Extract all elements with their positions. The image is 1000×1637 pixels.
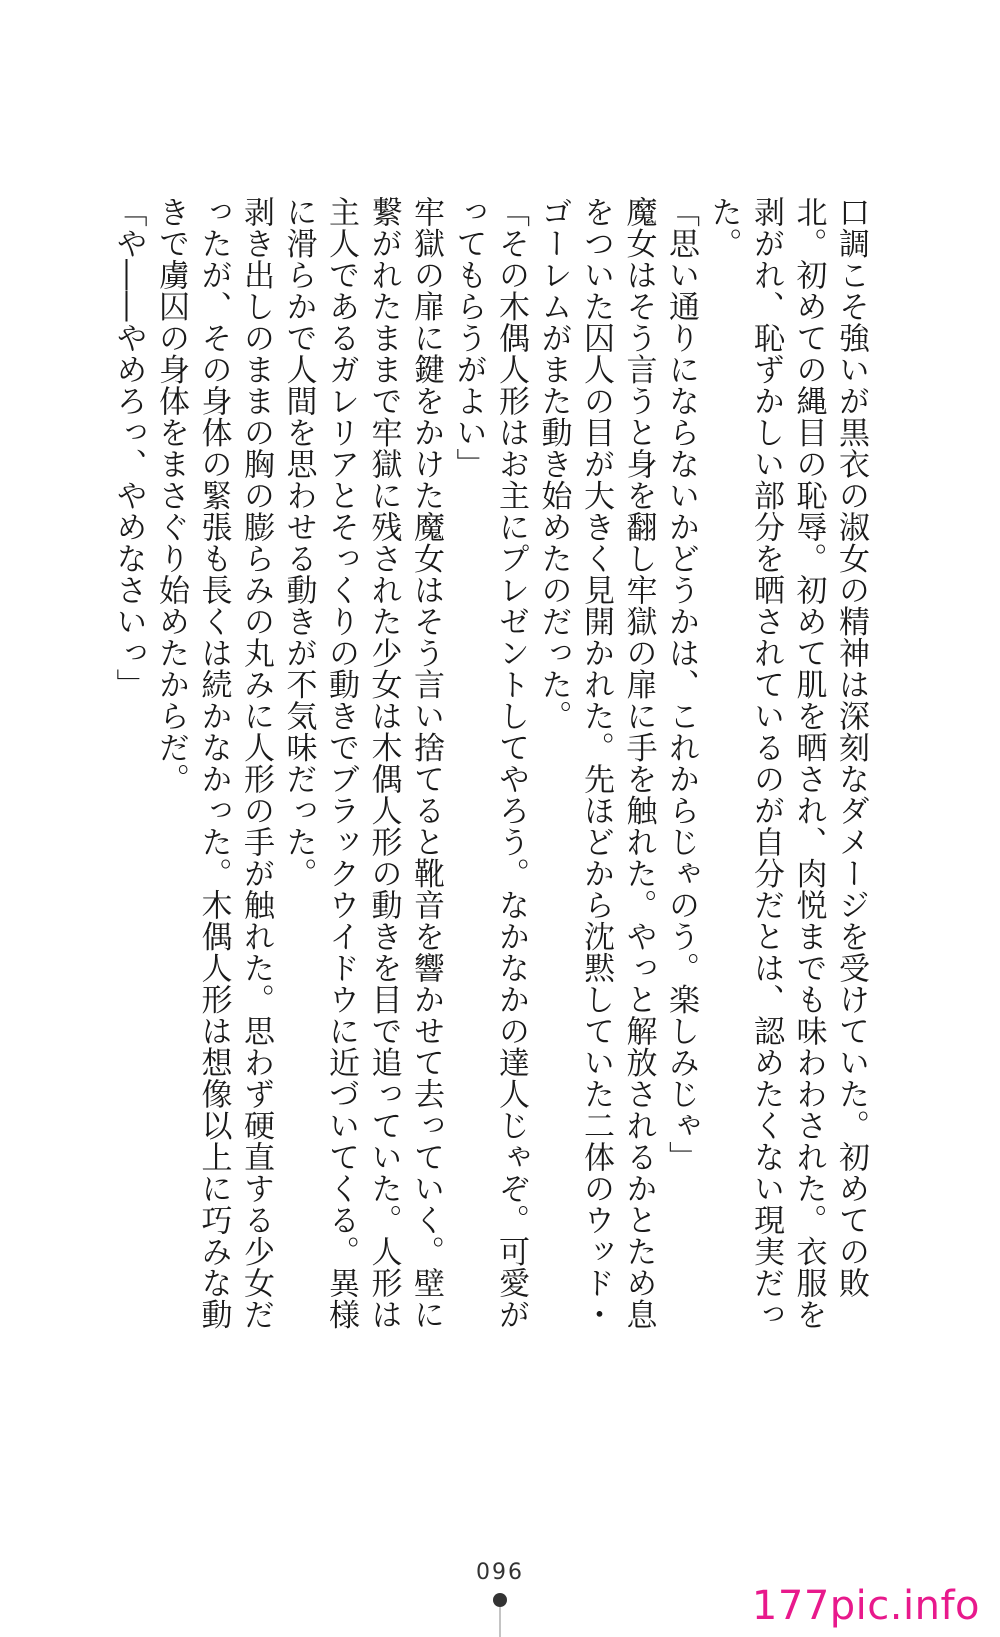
page-number: 096 bbox=[476, 1560, 524, 1585]
paragraph-4: 「その木偶人形はお主にプレゼントしてやろう。なかなかの達人じゃぞ。可愛がってもらうがよい」 bbox=[450, 196, 529, 1330]
watermark: 177pic.info bbox=[751, 1583, 980, 1629]
paragraph-5: 牢獄の扉に鍵をかけた魔女はそう言い捨てると靴音を響かせて去っていく。壁に繋がれたままで牢獄に残された少女は木偶人形の動きを目で追っていた。人形は主人であるガレリアとそっくりの動きでブラックウイドウに近づいてくる。異様に滑らかで人間を思わせる動きが不気味だった。 bbox=[280, 196, 444, 1330]
paragraph-3: 魔女はそう言うと身を翻し牢獄の扉に手を触れた。やっと解放されるかとため息をついた囚人の目が大きく見開かれた。先ほどから沈黙していた二体のウッド・ゴーレムがまた動き始めたのだった。 bbox=[535, 196, 657, 1330]
paragraph-1: 口調こそ強いが黒衣の淑女の精神は深刻なダメージを受けていた。初めての敗北。初めての縄目の恥辱。初めて肌を晒され、肉悦までも味わわされた。衣服を剥がれ、恥ずかしい部分を晒されているのが自分だとは、認めたくない現実だった。 bbox=[705, 196, 869, 1330]
paragraph-7: 「や――やめろっ、やめなさいっ」 bbox=[110, 196, 147, 700]
paragraph-2: 「思い通りにならないかどうかは、これからじゃのう。楽しみじゃ」 bbox=[663, 196, 699, 1173]
paragraph-6: 剥き出しのままの胸の膨らみの丸みに人形の手が触れた。思わず硬直する少女だったが、その身体の緊張も長くは続かなかった。木偶人形は想像以上に巧みな動きで虜囚の身体をまさぐり始めたからだ。 bbox=[153, 196, 274, 1330]
body-text bbox=[107, 196, 872, 1356]
page-marker-icon bbox=[485, 1590, 515, 1637]
